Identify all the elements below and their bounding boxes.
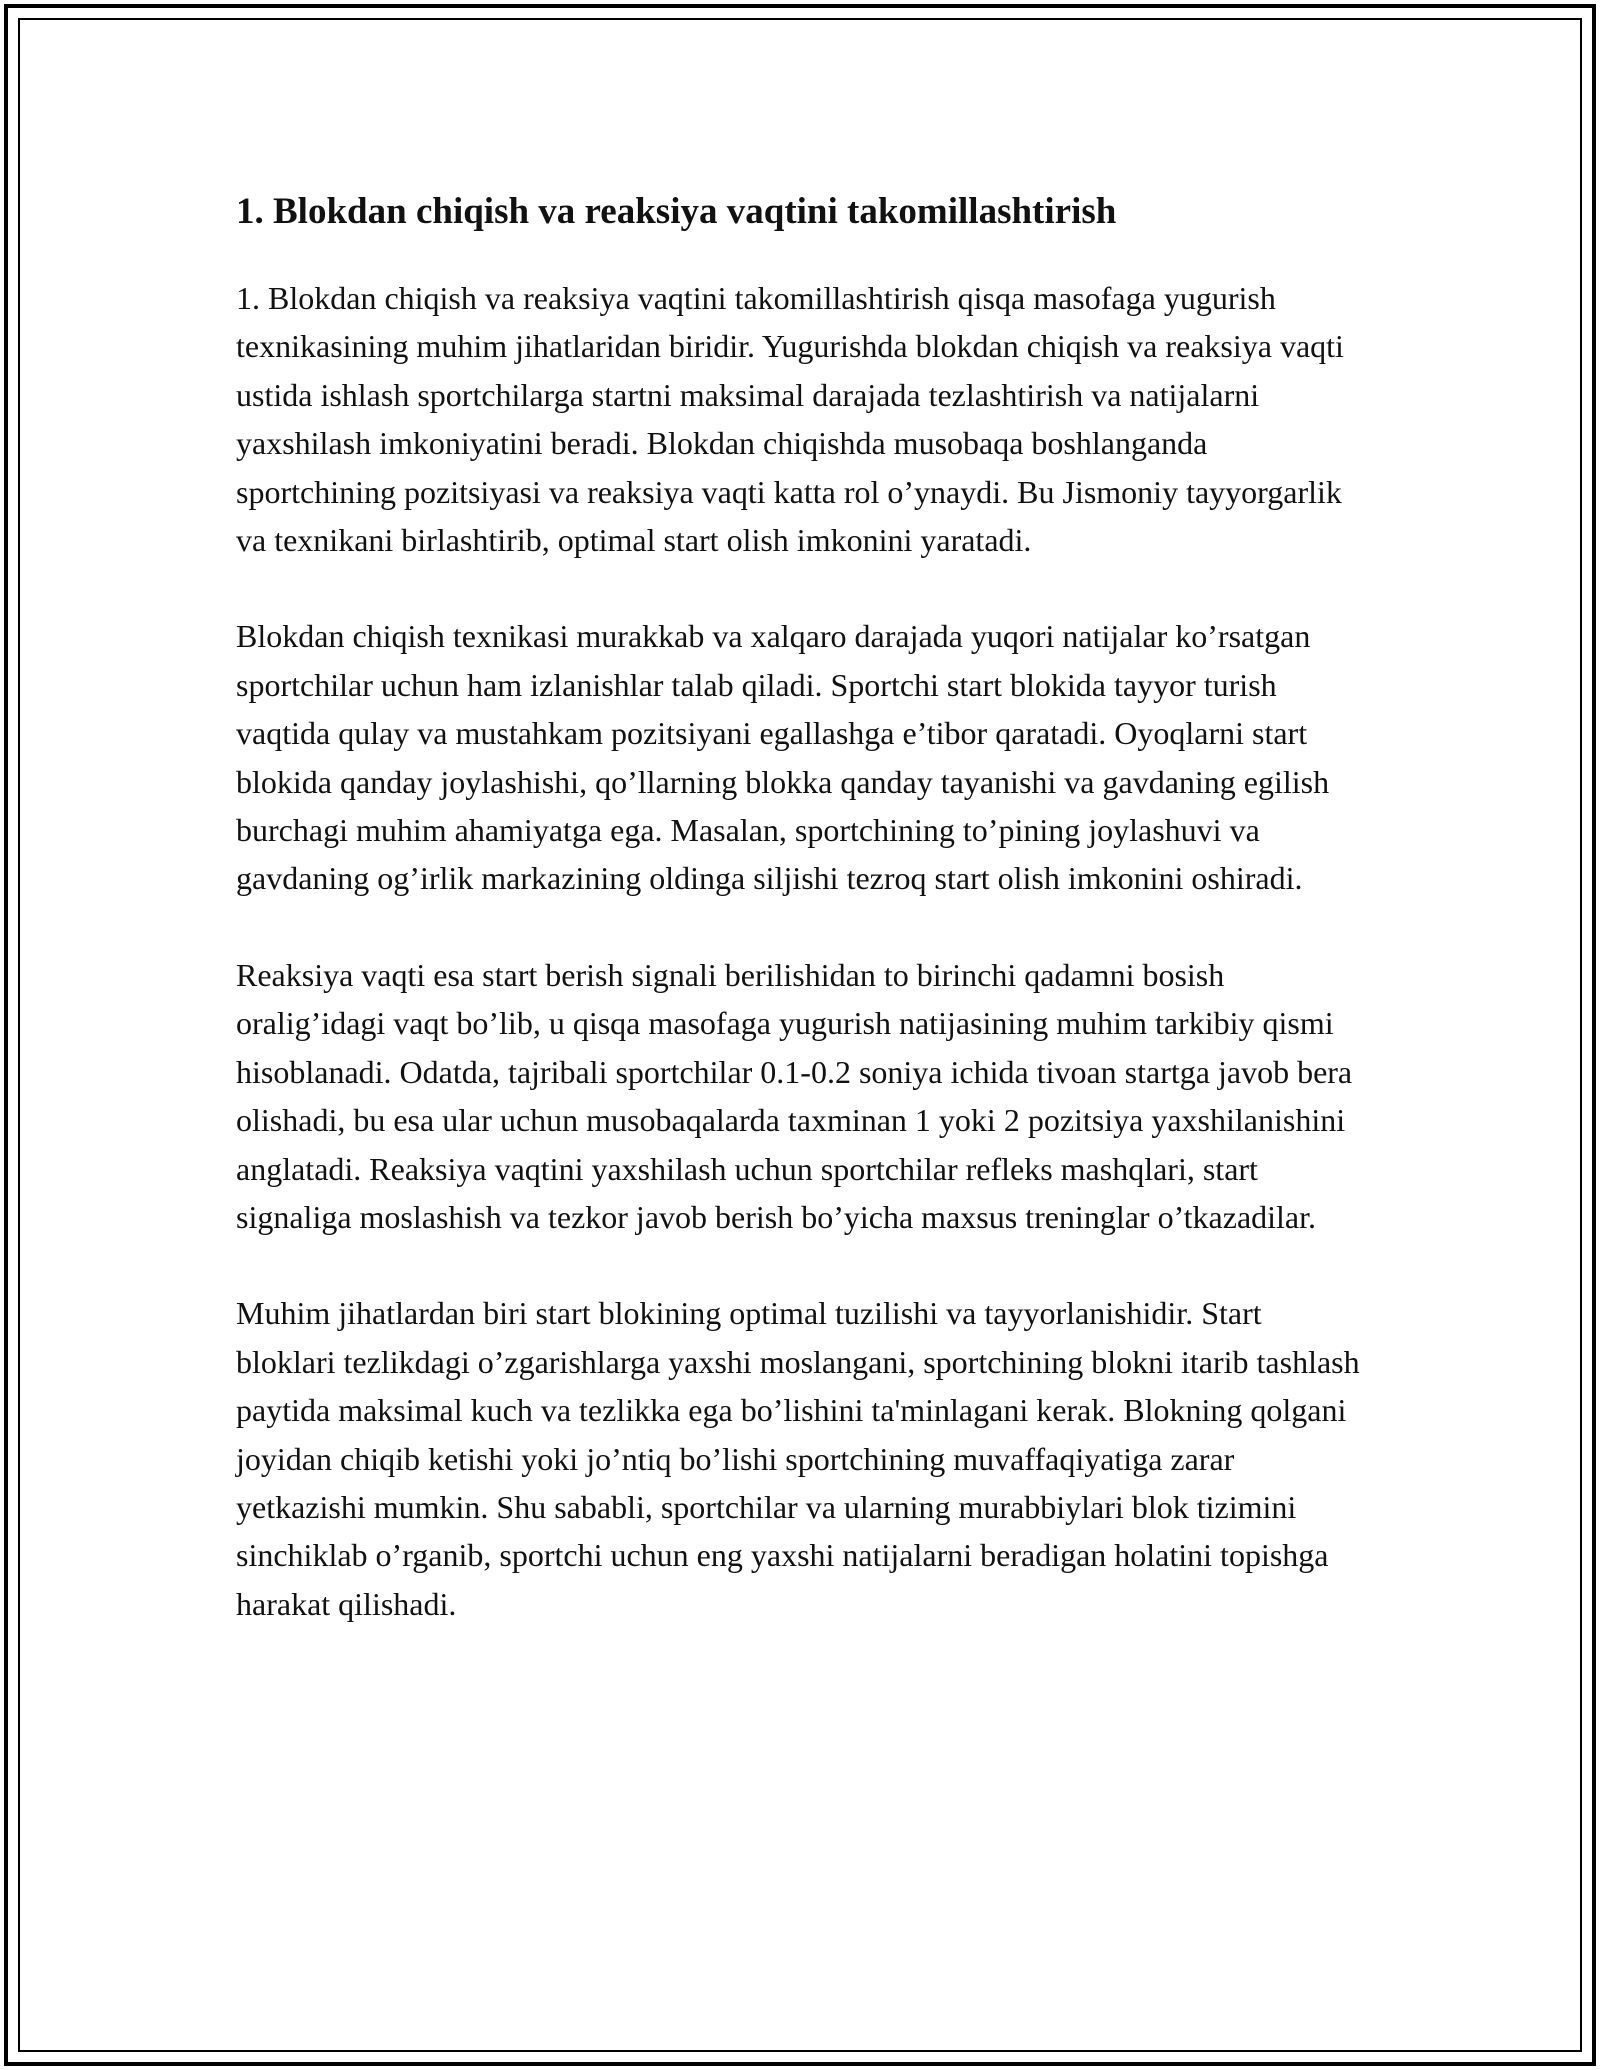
paragraph-3: Reaksiya vaqti esa start berish signali berilishidan to birinchi qadamni bosish oralig’idagi vaqt bo’lib, u qisqa masofaga yugurish natijasining muhim tarkibiy qismi hisoblanadi. Odatda, tajribali sportchilar 0.1-0.2 soniya ichida tivoan startga javob bera olishadi, bu esa ular uchun musobaqalarda taxminan 1 yoki 2 pozitsiya yaxshilanishini anglatadi. Reaksiya vaqtini yaxshilash uchun sportchilar refleks mashqlari, start signaliga moslashish va tezkor javob berish bo’yicha maxsus treninglar o’tkazadilar. [236, 956, 1353, 1235]
paragraph-2: Blokdan chiqish texnikasi murakkab va xalqaro darajada yuqori natijalar ko’rsatgan sportchilar uchun ham izlanishlar talab qiladi. Sportchi start blokida tayyor turish vaqtida qulay va mustahkam pozitsiyani egallashga e’tibor qaratadi. Oyoqlarni start blokida qanday joylashishi, qo’llarning blokka qanday tayanishi va gavdaning egilish burchagi muhim ahamiyatga ega. Masalan, sportchining to’pining joylashuvi va gavdaning og’irlik markazining oldinga siljishi tezroq start olish imkonini oshiradi. [236, 618, 1330, 897]
paragraph-4: Muhim jihatlardan biri start blokining optimal tuzilishi va tayyorlanishidir. Start bloklari tezlikdagi o’zgarishlarga yaxshi moslangani, sportchining blokni itarib tashlash paytida maksimal kuch va tezlikka ega bo’lishini ta'minlagani kerak. Blokning qolgani joyidan chiqib ketishi yoki jo’ntiq bo’lishi sportchining muvaffaqiyatiga zarar yetkazishi mumkin. Shu sababli, sportchilar va ularning murabbiylari blok tizimini sinchiklab o’rganib, sportchi uchun eng yaxshi natijalarni beradigan holatini topishga harakat qilishadi. [236, 1295, 1360, 1622]
document-body [236, 186, 1366, 1676]
section-heading: 1. Blokdan chiqish va reaksiya vaqtini takomillashtirish [236, 191, 1117, 232]
paragraph-1: 1. Blokdan chiqish va reaksiya vaqtini takomillashtirish qisqa masofaga yugurish texnikasining muhim jihatlaridan biridir. Yugurishda blokdan chiqish va reaksiya vaqti ustida ishlash sportchilarga startni maksimal darajada tezlashtirish va natijalarni yaxshilash imkoniyatini beradi. Blokdan chiqishda musobaqa boshlanganda sportchining pozitsiyasi va reaksiya vaqti katta rol o’ynaydi. Bu Jismoniy tayyorgarlik va texnikani birlashtirib, optimal start olish imkonini yaratadi. [236, 280, 1344, 559]
